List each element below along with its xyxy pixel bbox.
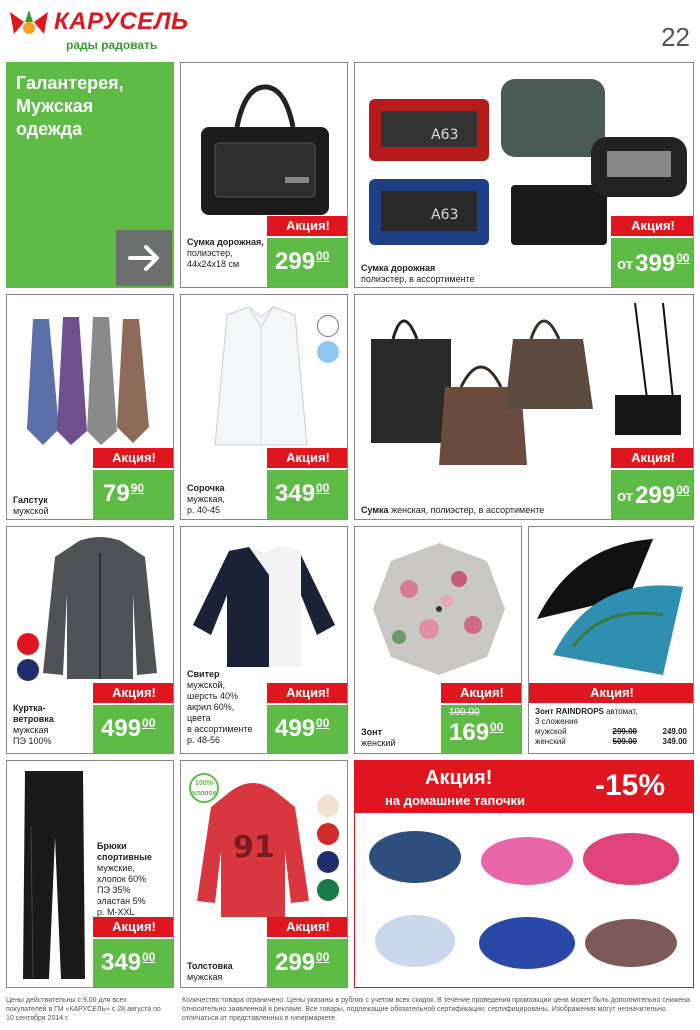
promo-label: Акция! xyxy=(529,683,694,703)
category-title: Галантерея, Мужская одежда xyxy=(16,73,124,139)
product-name: Галстук мужской xyxy=(13,495,49,516)
promo-label: Акция! xyxy=(93,683,174,703)
product-name: Сумка женская, полиэстер, в ассортименте xyxy=(361,505,545,515)
promo-label: Акция! xyxy=(267,216,348,236)
color-swatch-navy[interactable] xyxy=(317,851,339,873)
slippers-banner xyxy=(355,761,693,813)
sweater-image xyxy=(189,545,339,669)
umbrella-price-table: Зонт RAINDROPS автомат, 3 сложения мужской 299.00 249.00 женский 509.00 349.00 xyxy=(535,707,691,747)
shirt-image xyxy=(209,301,313,449)
price-tag: $499^{00}$ xyxy=(93,705,174,754)
color-swatch-navy[interactable] xyxy=(17,659,39,681)
banner-title: Акция! xyxy=(425,767,493,789)
old-price: 199.00 xyxy=(449,707,480,718)
price-tag: $299^{00}$ xyxy=(267,939,348,988)
price-tag: $349^{00}$ xyxy=(93,939,174,988)
product-name: Свитер мужской, шерсть 40% акрил 60%, цвета в ассортименте р. 48-56 xyxy=(187,669,253,745)
next-arrow-button[interactable] xyxy=(116,230,172,286)
page-number: 22 xyxy=(661,22,690,52)
sport-pants-image xyxy=(19,767,89,983)
raindrops-umbrellas-image xyxy=(533,535,691,683)
color-swatch-white[interactable] xyxy=(317,315,339,337)
product-card-sweater[interactable] xyxy=(180,526,348,754)
travel-bag-image xyxy=(195,77,335,227)
product-name: Зонт женский xyxy=(361,727,396,748)
color-swatch-beige[interactable] xyxy=(317,795,339,817)
floral-umbrella-image xyxy=(369,539,509,679)
product-card-pants[interactable] xyxy=(6,760,174,988)
svg-text:91: 91 xyxy=(233,830,275,865)
price-tag: $79^{90}$ xyxy=(93,470,174,520)
carousel-logo-icon xyxy=(6,8,52,42)
product-name: Сумка дорожная полиэстер, в ассортименте xyxy=(361,263,475,284)
brand-slogan: рады радовать xyxy=(66,38,158,52)
disclaimer-note: Количество товара ограничено. Цены указаны в рублях с учетом всех скидок. В течение проведения промоакции цена может быть дополнительно снижена относительно заявленной в рекламе. Все товары, подлежащие обязательной сертификации, сертифицированы. Изображения могут незначительно отличаться от представленных в гипермаркете. xyxy=(182,997,690,1022)
table-row: женский 509.00 349.00 xyxy=(535,737,687,746)
promo-label: Акция! xyxy=(267,917,348,937)
brand-name: КАРУСЕЛЬ xyxy=(54,8,189,35)
product-card-hoodie[interactable] xyxy=(180,760,348,988)
price-tag: $499^{00}$ xyxy=(267,705,348,754)
product-name: Куртка- ветровка мужская ПЭ 100% xyxy=(13,703,54,746)
price-tag: $349^{00}$ xyxy=(267,470,348,520)
price-tag: $169^{00}$ xyxy=(441,705,522,754)
promo-label: Акция! xyxy=(441,683,522,703)
discount-badge: -15% xyxy=(595,769,666,802)
product-card-travel-bag[interactable] xyxy=(180,62,348,288)
cotton-badge: 100% хлопок xyxy=(189,773,219,803)
promo-label: Акция! xyxy=(611,216,694,236)
jacket-image xyxy=(41,533,159,683)
product-name: Сумка дорожная, полиэстер, 44х24х18 см xyxy=(187,237,264,269)
validity-note: Цены действительны с 9.00 для всех покупателей в ГМ «КАРУСЕЛЬ» с 28 августа по 10 сентября 2014 г. xyxy=(6,997,161,1022)
slippers-promo-card[interactable] xyxy=(354,760,694,988)
product-card-tie[interactable] xyxy=(6,294,174,520)
slippers-image xyxy=(361,819,689,983)
product-card-shirt[interactable] xyxy=(180,294,348,520)
promo-label: Акция! xyxy=(267,683,348,703)
product-name: Сорочка мужская, р. 40-45 xyxy=(187,483,225,515)
color-swatch-green[interactable] xyxy=(317,879,339,901)
product-card-umbrella-raindrops[interactable] xyxy=(528,526,694,754)
price-tag: $от399^{00}$ xyxy=(611,238,694,288)
color-swatch-blue[interactable] xyxy=(317,341,339,363)
promo-label: Акция! xyxy=(267,448,348,468)
product-card-jacket[interactable] xyxy=(6,526,174,754)
promo-label: Акция! xyxy=(93,448,174,468)
product-card-travel-bags-assorted[interactable] xyxy=(354,62,694,288)
ladies-bags-image xyxy=(363,299,687,469)
promo-label: Акция! xyxy=(611,448,694,468)
travel-bags-image xyxy=(361,69,611,249)
table-row: мужской 299.00 249.00 xyxy=(535,727,687,736)
product-name: Брюки спортивные мужские, хлопок 60% ПЭ 35% эластан 5% р. M-XXL xyxy=(97,841,152,917)
color-swatch-red[interactable] xyxy=(317,823,339,845)
sport-bag-image xyxy=(587,123,691,203)
color-swatch-red[interactable] xyxy=(17,633,39,655)
promo-label: Акция! xyxy=(93,917,174,937)
price-tag: $299^{00}$ xyxy=(267,238,348,288)
svg-text:A63: A63 xyxy=(431,207,459,223)
svg-text:A63: A63 xyxy=(431,127,459,143)
product-card-ladies-bag[interactable] xyxy=(354,294,694,520)
ties-image xyxy=(19,299,163,449)
banner-subtitle: на домашние тапочки xyxy=(385,793,526,808)
arrow-right-icon xyxy=(116,230,172,286)
product-name: Толстовка мужская xyxy=(187,961,233,982)
price-tag: $от299^{00}$ xyxy=(611,470,694,520)
hoodie-image xyxy=(195,781,311,921)
product-card-umbrella-women[interactable] xyxy=(354,526,522,754)
